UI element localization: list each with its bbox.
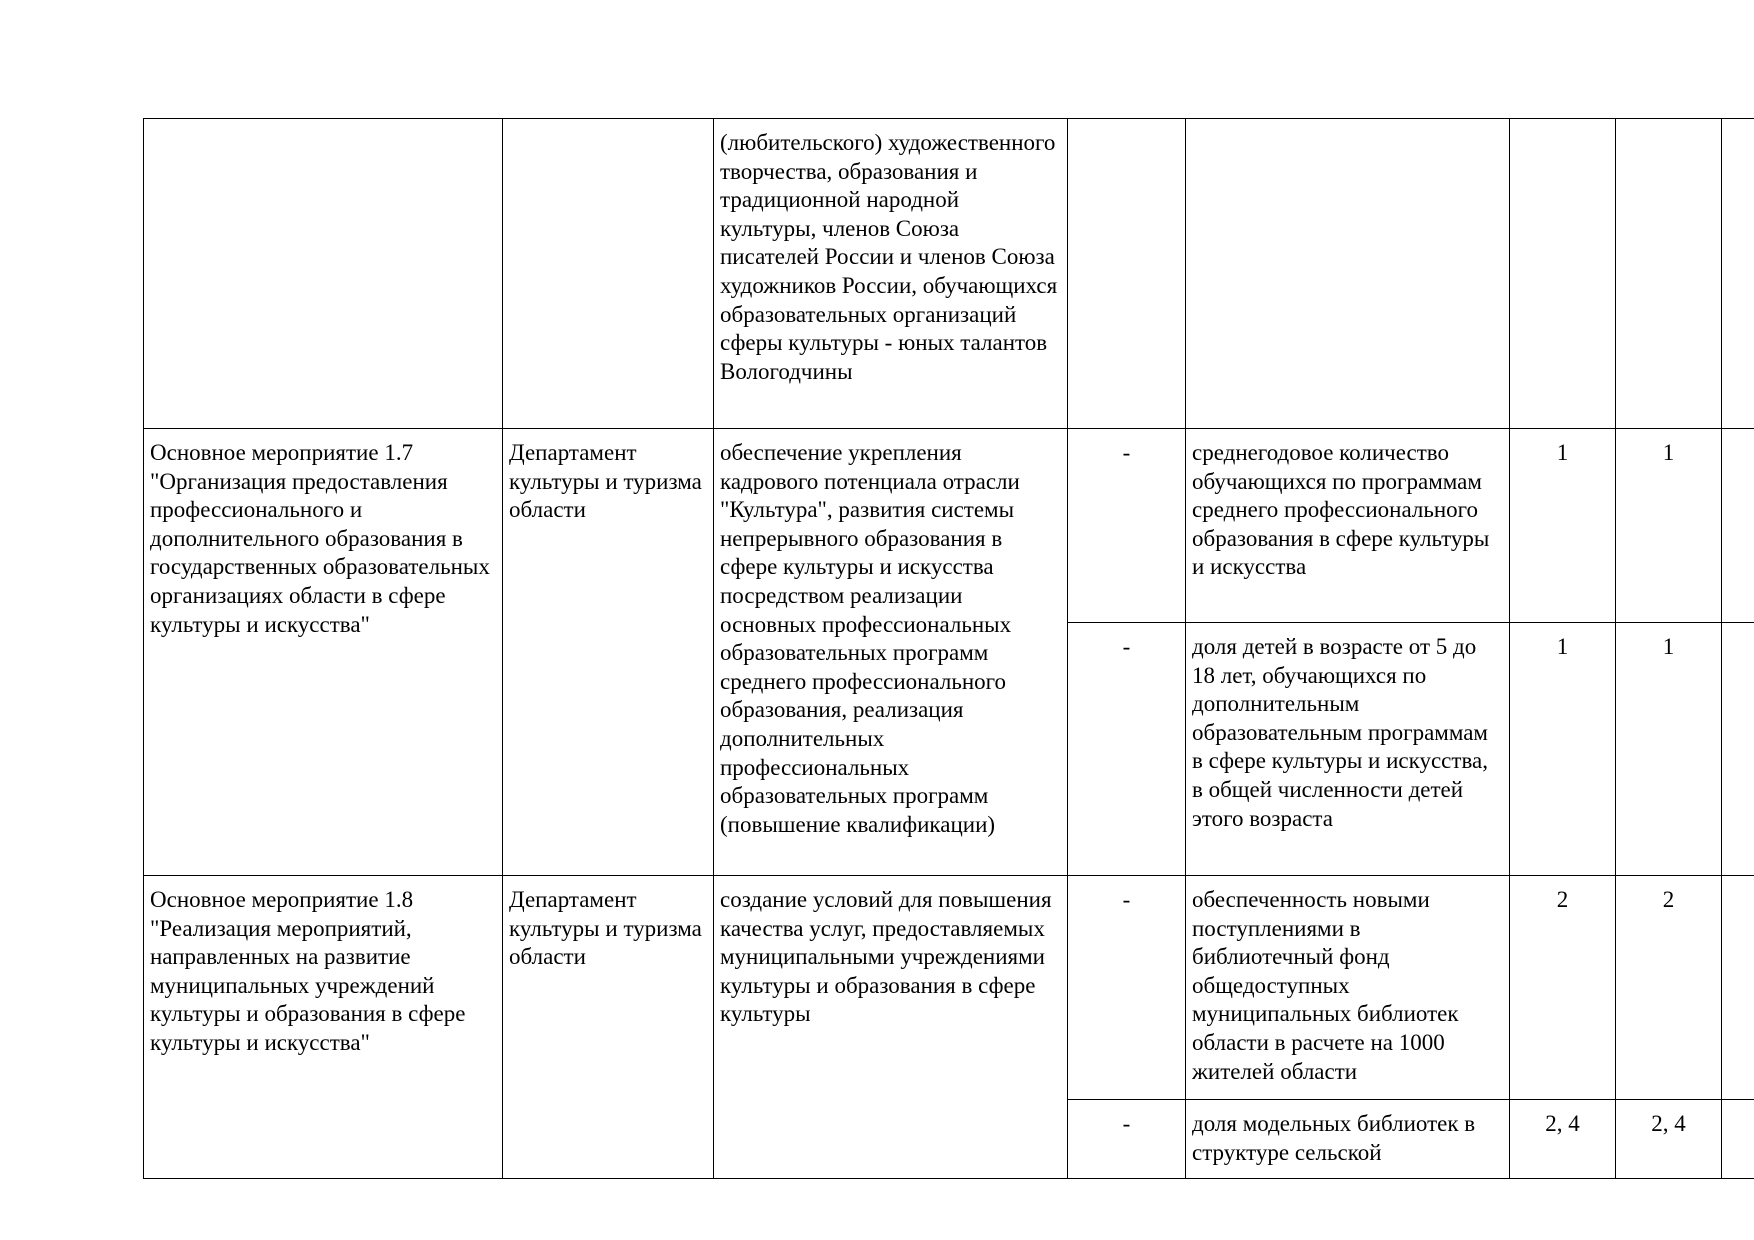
cell-executor-1-7: Департамент культуры и туризма области — [503, 429, 714, 876]
cell-col-a: 2, 4 — [1510, 1100, 1616, 1179]
cell-col-a: 1 — [1510, 623, 1616, 876]
cell-executor — [503, 119, 714, 429]
cell-col-a — [1510, 119, 1616, 429]
cell-indicator — [1186, 119, 1510, 429]
cell-indicator: доля детей в возрасте от 5 до 18 лет, обучающихся по дополнительным образовательным программам в сфере культуры и искусства, в общей численности детей этого возраста — [1186, 623, 1510, 876]
cell-extra — [1722, 623, 1754, 876]
cell-extra — [1722, 1100, 1754, 1179]
cell-event — [144, 119, 503, 429]
cell-col-b: 2 — [1616, 876, 1722, 1100]
cell-indicator: доля модельных библиотек в структуре сельской — [1186, 1100, 1510, 1179]
cell-result: (любительского) художественного творчества, образования и традиционной народной культуры, членов Союза писателей России и членов Союза художников России, обучающихся образовательных организаций сферы культуры - юных талантов Вологодчины — [714, 119, 1068, 429]
cell-extra — [1722, 876, 1754, 1100]
cell-link: - — [1068, 1100, 1186, 1179]
cell-indicator: обеспеченность новыми поступлениями в библиотечный фонд общедоступных муниципальных библиотек области в расчете на 1000 жителей области — [1186, 876, 1510, 1100]
program-activities-table — [143, 118, 1754, 1179]
cell-col-b: 1 — [1616, 623, 1722, 876]
cell-col-a: 1 — [1510, 429, 1616, 623]
cell-link — [1068, 119, 1186, 429]
cell-event-1-7: Основное мероприятие 1.7 "Организация предоставления профессионального и дополнительного образования в государственных образовательных организациях области в сфере культуры и искусства" — [144, 429, 503, 876]
table-row-activity-1-7-a — [144, 429, 1754, 623]
table-row-continuation — [144, 119, 1754, 429]
cell-extra — [1722, 429, 1754, 623]
cell-col-b: 1 — [1616, 429, 1722, 623]
cell-link: - — [1068, 876, 1186, 1100]
cell-indicator: среднегодовое количество обучающихся по программам среднего профессионального образования в сфере культуры и искусства — [1186, 429, 1510, 623]
cell-col-a: 2 — [1510, 876, 1616, 1100]
cell-extra — [1722, 119, 1754, 429]
cell-result-1-7: обеспечение укрепления кадрового потенциала отрасли "Культура", развития системы непрерывного образования в сфере культуры и искусства посредством реализации основных профессиональных образовательных программ среднего профессионального образования, реализация дополнительных профессиональных образовательных программ (повышение квалификации) — [714, 429, 1068, 876]
cell-col-b: 2, 4 — [1616, 1100, 1722, 1179]
cell-executor-1-8: Департамент культуры и туризма области — [503, 876, 714, 1179]
cell-link: - — [1068, 623, 1186, 876]
cell-link: - — [1068, 429, 1186, 623]
cell-result-1-8: создание условий для повышения качества услуг, предоставляемых муниципальными учреждениями культуры и образования в сфере культуры — [714, 876, 1068, 1179]
cell-col-b — [1616, 119, 1722, 429]
cell-event-1-8: Основное мероприятие 1.8 "Реализация мероприятий, направленных на развитие муниципальных учреждений культуры и образования в сфере культуры и искусства" — [144, 876, 503, 1179]
table-row-activity-1-8-a — [144, 876, 1754, 1100]
